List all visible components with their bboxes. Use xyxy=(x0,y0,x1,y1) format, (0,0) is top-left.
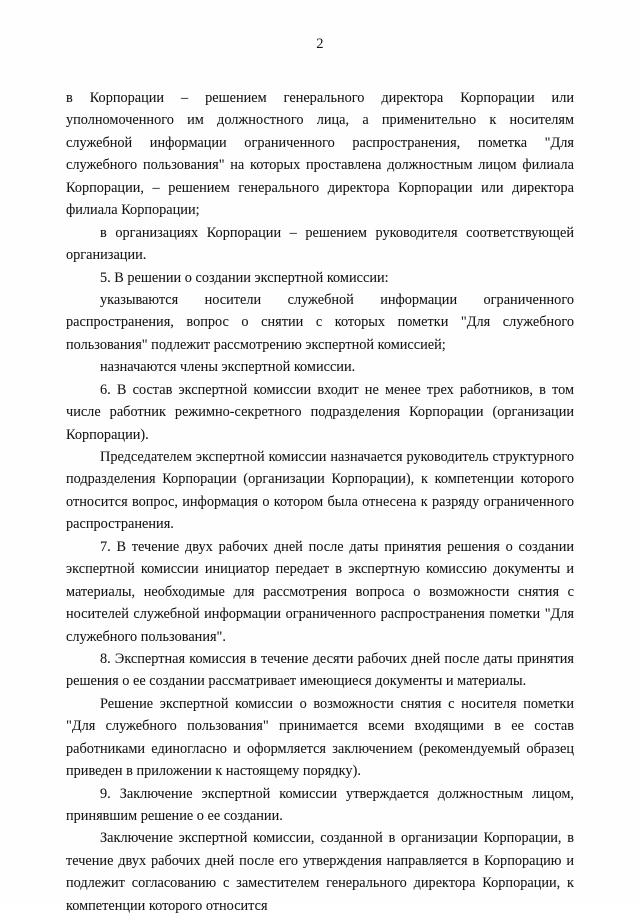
paragraph: назначаются члены экспертной комиссии. xyxy=(100,359,356,376)
paragraph: указываются носители служебной информации ограниченного распространения, вопрос о снятии с которых пометки "Для служебного пользования" подлежит рассмотрению экспертной комиссией; xyxy=(66,291,574,353)
paragraph: 7. В течение двух рабочих дней после даты принятия решения о создании экспертной комиссии инициатор передает в экспертную комиссию документы и материалы, необходимые для рассмотрения вопроса о возможности снятия с носителей служебной информации ограниченного распространения пометки "Для служебного пользования". xyxy=(66,538,574,645)
paragraph: Заключение экспертной комиссии, созданной в организации Корпорации, в течение двух рабочих дней после его утверждения направляется в Корпорацию и подлежит согласованию с заместителем генерального директора Корпорации, к компетенции которого относится xyxy=(66,830,574,914)
paragraph: 6. В состав экспертной комиссии входит не менее трех работников, в том числе работник режимно-секретного подразделения Корпорации (организации Корпорации). xyxy=(66,381,574,443)
paragraph: в организациях Корпорации – решением руководителя соответствующей организации. xyxy=(66,224,574,264)
document-body xyxy=(66,87,574,917)
paragraph: в Корпорации – решением генерального директора Корпорации или уполномоченного им должностного лица, а применительно к носителям служебной информации ограниченного распространения, пометка "Для служебного пользования" на которых проставлена должностным лицом филиала Корпорации, – решением генерального директора Корпорации или директора филиала Корпорации; xyxy=(66,90,574,219)
paragraph: 9. Заключение экспертной комиссии утверждается должностным лицом, принявшим решение о ее создании. xyxy=(66,785,574,824)
paragraph: Решение экспертной комиссии о возможности снятия с носителя пометки "Для служебного пользования" принимается всеми входящими в ее состав работниками единогласно и оформляется заключением (рекомендуемый образец приведен в приложении к настоящему порядку). xyxy=(66,695,574,780)
paragraph: Председателем экспертной комиссии назначается руководитель структурного подразделения Корпорации (организации Корпорации), к компетенции которого относится вопрос, информация о котором была отнесена к разряду ограниченного распространения. xyxy=(66,449,574,533)
paragraph: 5. В решении о создании экспертной комиссии: xyxy=(100,269,389,286)
paragraph: 8. Экспертная комиссия в течение десяти рабочих дней после даты принятия решения о ее создании рассматривает имеющиеся документы и материалы. xyxy=(66,650,574,690)
page-number: 2 xyxy=(316,36,324,52)
